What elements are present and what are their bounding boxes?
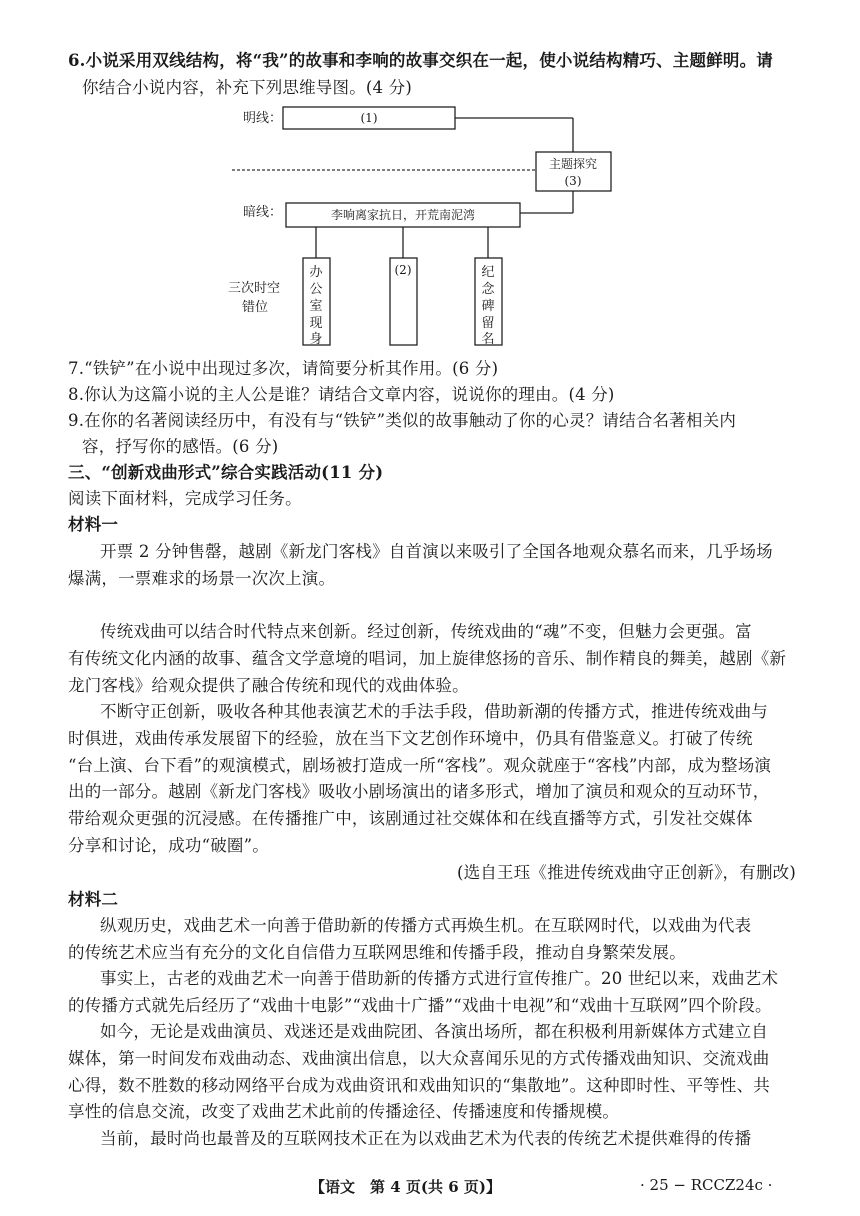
col1-char: 现 [309,316,323,331]
section3-instruction: 阅读下面材料，完成学习任务。 [68,489,302,508]
ming-line-label: 明线： [243,111,283,126]
q6-line1: 6.小说采用双线结构，将“我”的故事和李响的故事交织在一起，使小说结构精巧、主题鲜明。请 [68,51,774,70]
material2-line: 媒体，第一时间发布戏曲动态、戏曲演出信息，以大众喜闻乐见的方式传播戏曲知识、交流戏曲 [68,1049,770,1068]
side-label-1: 三次时空 [228,281,281,296]
col3-char: 碑 [481,299,495,314]
col3-char: 纪 [481,265,495,280]
material2-line: 如今，无论是戏曲演员、戏迷还是戏曲院团、各演出场所，都在积极利用新媒体方式建立自 [100,1022,768,1041]
material1-line: 带给观众更强的沉浸感。在传播推广中，该剧通过社交媒体和在线直播等方式，引发社交媒体 [68,809,753,828]
an-line-label: 暗线： [243,205,283,220]
material1-line: “台上演、台下看”的观演模式，剧场被打造成一所“客栈”。观众就座于“客栈”内部，成为整场演 [68,756,772,775]
material1-source: (选自王珏《推进传统戏曲守正创新》，有删改) [456,863,796,882]
material1-heading: 材料一 [68,515,119,534]
q9-line1: 9.在你的名著阅读经历中，有没有与“铁铲”类似的故事触动了你的心灵？请结合名著相关内 [68,411,737,430]
col1-char: 室 [309,299,323,314]
an-line-box-text: 李响离家抗日，开荒南泥湾 [330,208,476,222]
page-footer: 【语文 第 4 页(共 6 页)】 [310,1178,501,1196]
theme-box-title: 主题探究 [548,157,598,171]
mind-map-diagram [0,100,860,350]
section3-title: 三、“创新戏曲形式”综合实践活动(11 分) [68,463,384,482]
material2-line: 享性的信息交流，改变了戏曲艺术此前的传播途径、传播速度和传播规模。 [68,1102,620,1121]
material1-line: 分享和讨论，成功“破圈”。 [68,836,269,855]
page-code: · 25 − RCCZ24c · [640,1176,773,1194]
material1-line: 不断守正创新，吸收各种其他表演艺术的手法手段，借助新潮的传播方式，推进传统戏曲与 [100,702,768,721]
q6-line2: 你结合小说内容，补充下列思维导图。(4 分) [82,78,413,97]
material2-line: 的传播方式就先后经历了“戏曲十电影”“戏曲十广播”“戏曲十电视”和“戏曲十互联网”四个阶段。 [68,996,772,1015]
col3-char: 名 [481,332,495,347]
material1-line: 出的一部分。越剧《新龙门客栈》吸收小剧场演出的诸多形式，增加了演员和观众的互动环节， [68,782,770,801]
q9-line2: 容，抒写你的感悟。(6 分) [82,437,279,456]
col1-char: 办 [309,265,323,280]
col3-char: 念 [481,282,495,297]
material1-line: 龙门客栈》给观众提供了融合传统和现代的戏曲体验。 [68,676,469,695]
q8: 8.你认为这篇小说的主人公是谁？请结合文章内容，说说你的理由。(4 分) [68,385,615,404]
material2-line: 的传统艺术应当有充分的文化自信借力互联网思维和传播手段，推动自身繁荣发展。 [68,943,686,962]
material2-heading: 材料二 [68,890,119,909]
material1-line: 时俱进，戏曲传承发展留下的经验，放在当下文艺创作环境中，仍具有借鉴意义。打破了传统 [68,729,753,748]
ming-line-box-text: (1) [360,111,378,125]
col2-text: (2) [394,263,412,277]
col1-char: 公 [309,282,323,297]
side-label-2: 错位 [242,300,269,315]
col3-char: 留 [481,316,495,331]
material2-line: 心得，数不胜数的移动网络平台成为戏曲资讯和戏曲知识的“集散地”。这种即时性、平等性、共 [68,1076,770,1095]
q7: 7.“铁铲”在小说中出现过多次，请简要分析其作用。(6 分) [68,359,499,378]
theme-box-number: (3) [564,174,582,188]
material1-line: 有传统文化内涵的故事、蕴含文学意境的唱词，加上旋律悠扬的音乐、制作精良的舞美，越剧《新 [68,649,787,668]
material2-line: 事实上，古老的戏曲艺术一向善于借助新的传播方式进行宣传推广。20 世纪以来，戏曲艺术 [100,969,779,988]
col1-char: 身 [309,332,323,347]
material2-line: 当前，最时尚也最普及的互联网技术正在为以戏曲艺术为代表的传统艺术提供难得的传播 [100,1129,752,1148]
material1-line: 传统戏曲可以结合时代特点来创新。经过创新，传统戏曲的“魂”不变，但魅力会更强。富 [100,622,752,641]
material1-line: 开票 2 分钟售罄，越剧《新龙门客栈》自首演以来吸引了全国各地观众慕名而来，几乎场场 [100,542,773,561]
material2-line: 纵观历史，戏曲艺术一向善于借助新的传播方式再焕生机。在互联网时代，以戏曲为代表 [100,916,752,935]
material1-line: 爆满，一票难求的场景一次次上演。 [68,569,336,588]
